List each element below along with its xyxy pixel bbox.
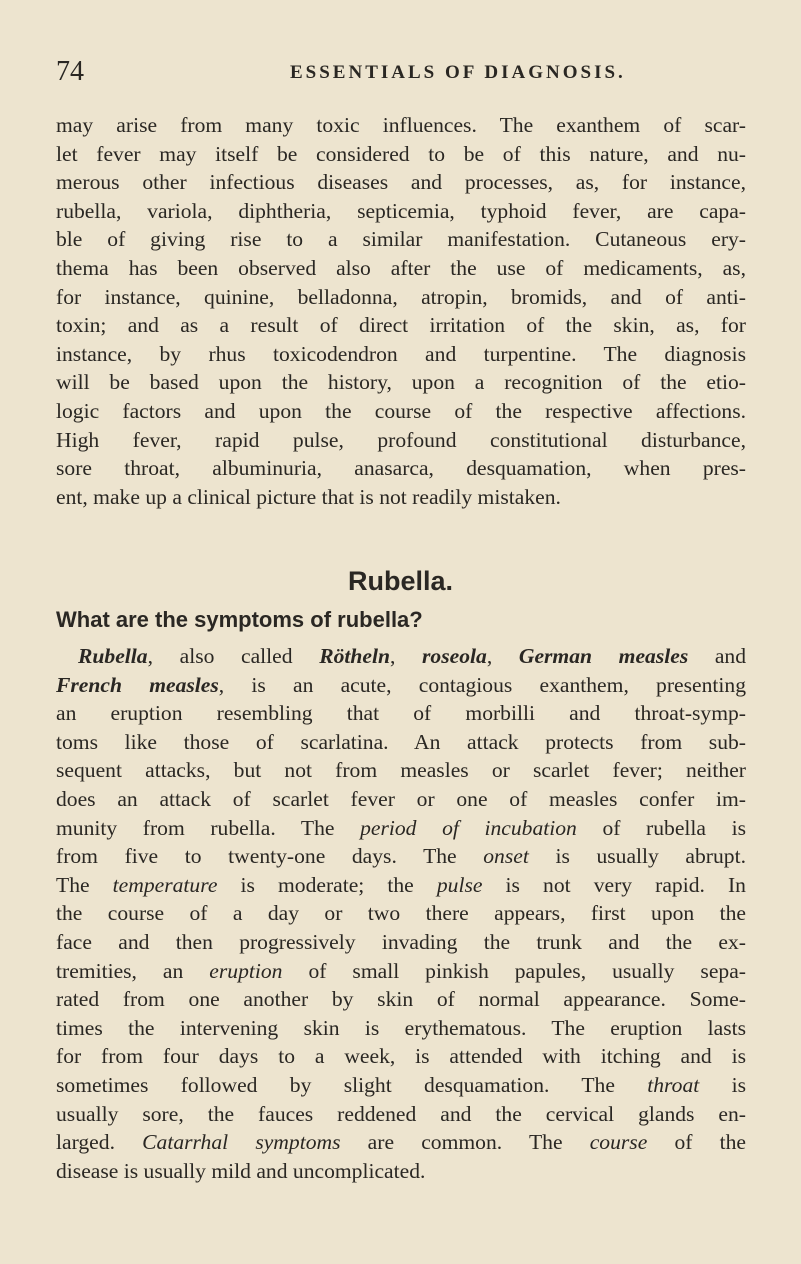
text-run: and <box>688 644 747 668</box>
text-line: does an attack of scarlet fever or one of measles confer im- <box>56 786 746 811</box>
text-run: munity from rubella. The <box>56 815 361 840</box>
text-line: sequent attacks, but not from measles or scarlet fever; neither <box>56 758 746 783</box>
text-run: of the <box>647 1130 746 1155</box>
text-line: will be based upon the history, upon a recognition of the etio- <box>56 370 746 395</box>
term-eruption: eruption <box>209 958 283 983</box>
text-run: is not very rapid. In <box>482 872 746 897</box>
text-run: , is an acute, contagious exanthem, presenting <box>218 672 746 697</box>
text-line: disease is usually mild and uncomplicated. <box>56 1158 426 1183</box>
term-rotheln: Rötheln <box>319 644 390 668</box>
text-line <box>56 1128 746 1157</box>
text-run: , also called <box>147 644 320 668</box>
text-line <box>56 842 746 871</box>
text-run: of rubella is <box>576 815 746 840</box>
term-german-measles: German measles <box>518 644 689 668</box>
text-run: is <box>699 1072 746 1097</box>
term-roseola: roseola <box>422 644 487 668</box>
term-french-measles: French measles <box>56 672 219 697</box>
text-line <box>56 871 746 900</box>
text-line: toxin; and as a result of direct irritation of the skin, as, for <box>56 313 746 338</box>
term-pulse: pulse <box>436 872 483 897</box>
text-run: , <box>390 644 423 668</box>
paragraph-rubella-symptoms <box>56 642 746 1185</box>
term-onset: onset <box>483 844 529 869</box>
text-line: rubella, variola, diphtheria, septicemia, typhoid fever, are capa- <box>56 198 746 223</box>
text-line <box>56 957 746 986</box>
term-course: course <box>589 1130 648 1155</box>
paragraph-exanthem-causes <box>56 111 746 511</box>
text-line: ble of giving rise to a similar manifestation. Cutaneous ery- <box>56 227 746 252</box>
text-run: from five to twenty-one days. The <box>56 844 484 869</box>
text-line: logic factors and upon the course of the respective affections. <box>56 398 746 423</box>
term-throat: throat <box>647 1072 700 1097</box>
text-line: for instance, quinine, belladonna, atropin, bromids, and of anti- <box>56 284 746 309</box>
text-run: , <box>486 644 519 668</box>
term-catarrhal-symptoms: Catarrhal symptoms <box>142 1130 341 1155</box>
text-line: usually sore, the fauces reddened and the cervical glands en- <box>56 1101 746 1126</box>
text-line <box>56 1071 746 1100</box>
text-line: let fever may itself be considered to be of this nature, and nu- <box>56 141 746 166</box>
text-line: merous other infectious diseases and processes, as, for instance, <box>56 170 746 195</box>
text-line: toms like those of scarlatina. An attack protects from sub- <box>56 729 746 754</box>
text-line <box>56 642 746 671</box>
text-run: is usually abrupt. <box>528 844 746 869</box>
running-head-title: ESSENTIALS OF DIAGNOSIS. <box>290 62 626 83</box>
term-period-of-incubation: period of incubation <box>360 815 577 840</box>
term-rubella: Rubella <box>78 644 148 668</box>
text-run: sometimes followed by slight desquamation. The <box>56 1072 648 1097</box>
text-line: times the intervening skin is erythematous. The eruption lasts <box>56 1015 746 1040</box>
text-line: sore throat, albuminuria, anasarca, desquamation, when pres- <box>56 456 746 481</box>
text-run: are common. The <box>340 1130 590 1155</box>
term-temperature: temperature <box>112 872 218 897</box>
section-heading-rubella: Rubella. <box>347 566 454 596</box>
text-line: for from four days to a week, is attended with itching and is <box>56 1044 746 1069</box>
text-line: instance, by rhus toxicodendron and turpentine. The diagnosis <box>56 341 746 366</box>
text-run: is moderate; the <box>217 872 437 897</box>
text-line: the course of a day or two there appears, first upon the <box>56 901 746 926</box>
text-line: rated from one another by skin of normal appearance. Some- <box>56 987 746 1012</box>
text-run: tremities, an <box>56 958 210 983</box>
text-line <box>56 814 746 843</box>
text-run: The <box>56 872 113 897</box>
text-line: an eruption resembling that of morbilli and throat-symp- <box>56 701 746 726</box>
question-heading: What are the symptoms of rubella? <box>56 607 423 632</box>
text-line: High fever, rapid pulse, profound constitutional disturbance, <box>56 427 746 452</box>
text-line <box>56 671 746 700</box>
text-line: face and then progressively invading the trunk and the ex- <box>56 929 746 954</box>
running-head <box>56 56 746 88</box>
page-number: 74 <box>56 56 84 87</box>
text-run: of small pinkish papules, usually sepa- <box>282 958 746 983</box>
text-line: thema has been observed also after the use of medicaments, as, <box>56 255 746 280</box>
text-line: ent, make up a clinical picture that is not readily mistaken. <box>56 484 561 509</box>
text-run: larged. <box>56 1130 143 1155</box>
text-line: may arise from many toxic influences. The exanthem of scar- <box>56 113 746 137</box>
